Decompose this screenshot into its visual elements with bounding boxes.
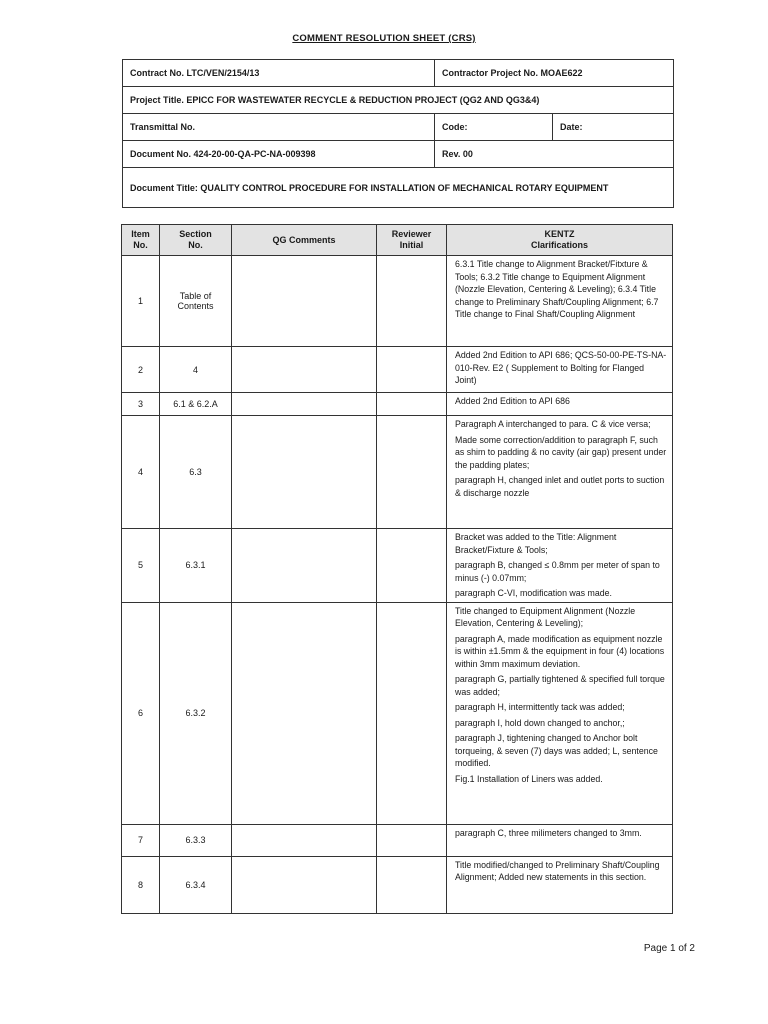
table-row	[122, 393, 673, 416]
item-no-cell: 5	[122, 529, 160, 603]
transmittal-no: Transmittal No.	[123, 114, 435, 141]
clarification-text: Fig.1 Installation of Liners was added.	[455, 773, 603, 784]
clarifications-cell	[447, 347, 673, 393]
table-row	[122, 347, 673, 393]
item-no-cell: 4	[122, 416, 160, 529]
col-kentz-clarifications: KENTZ Clarifications	[447, 225, 673, 256]
clarifications-cell	[447, 256, 673, 347]
table-row	[122, 856, 673, 913]
clarification-text: paragraph H, changed inlet and outlet ports to suction & discharge nozzle	[455, 475, 665, 498]
clarification-text: paragraph C-VI, modification was made.	[455, 588, 612, 598]
clarifications-cell	[447, 824, 673, 856]
qg-comments-cell	[232, 602, 377, 824]
section-no-cell: 6.3.1	[160, 529, 232, 603]
table-row	[122, 529, 673, 603]
reviewer-initial-cell	[377, 416, 447, 529]
code-field: Code:	[435, 114, 553, 141]
revision: Rev. 00	[435, 141, 674, 168]
clarification-text: paragraph A, made modification as equipment nozzle is within ±1.5mm & the equipment in four (4) locations within 3mm maximum deviation.	[455, 633, 665, 669]
section-no-cell: 6.3	[160, 416, 232, 529]
clarification-text: Title changed to Equipment Alignment (Nozzle Elevation, Centering & Leveling);	[455, 605, 636, 628]
clarification-text: 6.3.1 Title change to Alignment Bracket/Fitxture & Tools; 6.3.2 Title change to Equipment Alignment (Nozzle Elevation, Centering & Leveling); 6.3.4 Title change to Preliminary Shaft/Coupling Alignment; 6.7 Title change to Final Shaft/Coupling Alignment	[455, 259, 659, 319]
page-number: Page 1 of 2	[643, 943, 695, 954]
clarification-text: paragraph G, partially tightened & specified full torque was added;	[455, 674, 665, 697]
reviewer-initial-cell	[377, 347, 447, 393]
table-row	[122, 824, 673, 856]
clarifications-cell	[447, 529, 673, 603]
col-reviewer-initial: Reviewer Initial	[377, 225, 447, 256]
clarifications-cell	[447, 393, 673, 416]
clarification-text: Added 2nd Edition to API 686; QCS-50-00-PE-TS-NA-010-Rev. E2 ( Supplement to Bolting for Flanged Joint)	[455, 350, 667, 385]
clarifications-cell	[447, 856, 673, 913]
reviewer-initial-cell	[377, 256, 447, 347]
qg-comments-cell	[232, 824, 377, 856]
section-no-cell: 4	[160, 347, 232, 393]
clarification-text: Made some correction/addition to paragraph F, such as shim to padding & no cavity (air gap) present under the padding plates;	[455, 434, 667, 470]
qg-comments-cell	[232, 529, 377, 603]
comment-resolution-table	[121, 224, 673, 914]
reviewer-initial-cell	[377, 393, 447, 416]
reviewer-initial-cell	[377, 529, 447, 603]
clarification-text: paragraph B, changed ≤ 0.8mm per meter of span to minus (-) 0.07mm;	[455, 560, 660, 583]
clarification-text: paragraph J, tightening changed to Anchor bolt torqueing, & seven (7) days was added; L, sentence modified.	[455, 733, 658, 768]
qg-comments-cell	[232, 856, 377, 913]
qg-comments-cell	[232, 347, 377, 393]
qg-comments-cell	[232, 393, 377, 416]
qg-comments-cell	[232, 256, 377, 347]
section-no-cell: 6.3.3	[160, 824, 232, 856]
document-no: Document No. 424-20-00-QA-PC-NA-009398	[123, 141, 435, 168]
clarification-text: Title modified/changed to Preliminary Shaft/Coupling Alignment; Added new statements in this section.	[455, 859, 660, 882]
qg-comments-cell	[232, 416, 377, 529]
clarification-text: Bracket was added to the Title: Alignment Bracket/Fixture & Tools;	[455, 532, 617, 555]
table-row	[122, 416, 673, 529]
date-field: Date:	[553, 114, 674, 141]
section-no-cell: 6.1 & 6.2.A	[160, 393, 232, 416]
reviewer-initial-cell	[377, 824, 447, 856]
item-no-cell: 2	[122, 347, 160, 393]
header-info-table	[122, 59, 674, 208]
project-title: Project Title. EPICC FOR WASTEWATER RECYCLE & REDUCTION PROJECT (QG2 AND QG3&4)	[123, 87, 674, 114]
clarification-text: Paragraph A interchanged to para. C & vice versa;	[455, 419, 651, 429]
table-row	[122, 602, 673, 824]
col-section-no: Section No.	[160, 225, 232, 256]
clarification-text: paragraph I, hold down changed to anchor,;	[455, 717, 625, 728]
contractor-project-no: Contractor Project No. MOAE622	[435, 60, 674, 87]
section-no-cell: 6.3.4	[160, 856, 232, 913]
contract-no: Contract No. LTC/VEN/2154/13	[123, 60, 435, 87]
reviewer-initial-cell	[377, 856, 447, 913]
clarification-text: paragraph C, three milimeters changed to 3mm.	[455, 827, 642, 838]
item-no-cell: 3	[122, 393, 160, 416]
item-no-cell: 6	[122, 602, 160, 824]
clarification-text: paragraph H, intermittently tack was added;	[455, 702, 625, 712]
col-item-no: Item No.	[122, 225, 160, 256]
col-qg-comments: QG Comments	[232, 225, 377, 256]
section-no-cell: 6.3.2	[160, 602, 232, 824]
table-row	[122, 256, 673, 347]
item-no-cell: 1	[122, 256, 160, 347]
item-no-cell: 8	[122, 856, 160, 913]
table-header-row	[122, 225, 673, 256]
section-no-cell: Table of Contents	[160, 256, 232, 347]
clarifications-cell	[447, 416, 673, 529]
reviewer-initial-cell	[377, 602, 447, 824]
document-title-field: Document Title: QUALITY CONTROL PROCEDURE FOR INSTALLATION OF MECHANICAL ROTARY EQUIPMENT	[123, 168, 674, 208]
clarification-text: Added 2nd Edition to API 686	[455, 396, 570, 406]
document-title-heading: COMMENT RESOLUTION SHEET (CRS)	[292, 33, 476, 44]
clarifications-cell	[447, 602, 673, 824]
item-no-cell: 7	[122, 824, 160, 856]
